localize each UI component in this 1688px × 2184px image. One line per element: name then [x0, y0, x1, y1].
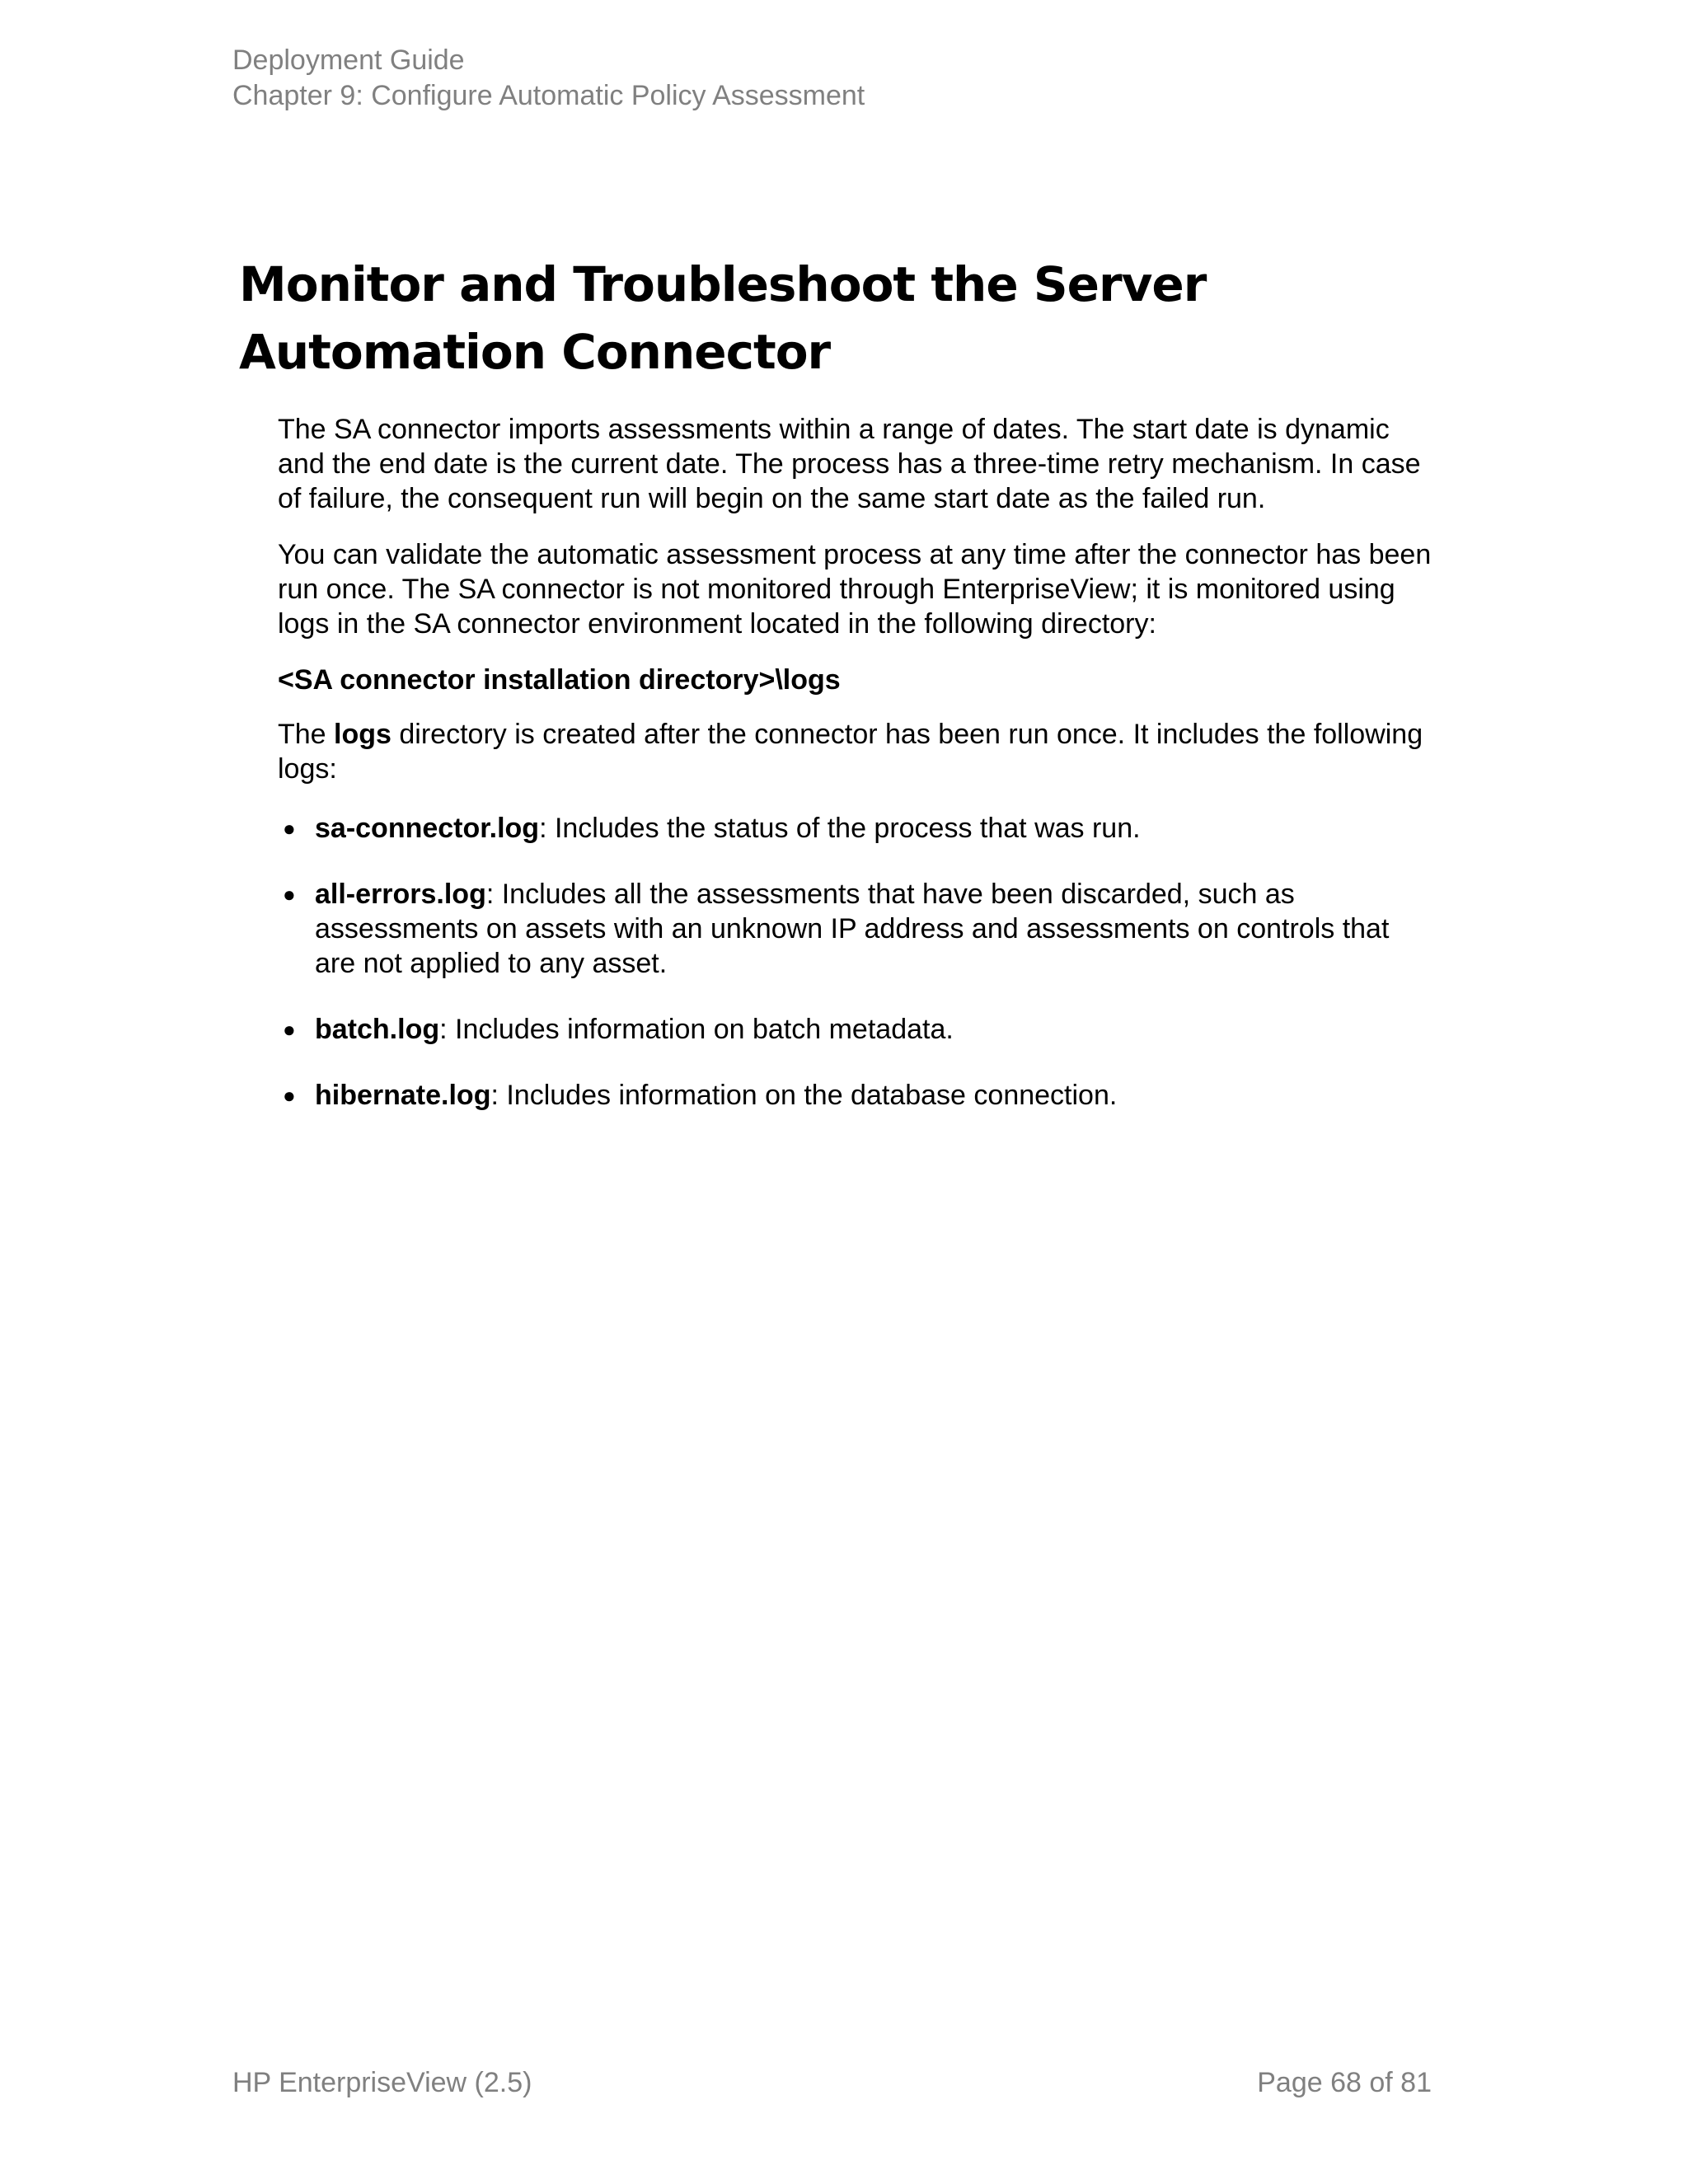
logs-term: logs: [334, 719, 392, 750]
chapter-name: Chapter 9: Configure Automatic Policy Assessment: [232, 80, 865, 111]
intro-paragraph: The SA connector imports assessments within a range of dates. The start date is dynamic and the end date is the current date. The process has a three-time retry mechanism. In case of failure, the consequent run will begin on the same start date as the failed run.: [278, 414, 1421, 514]
bullet-icon: ●: [283, 1083, 296, 1108]
logs-paragraph-prefix: The: [278, 719, 335, 750]
log-name: sa-connector.log: [315, 813, 540, 844]
list-item: [278, 1012, 1432, 1047]
product-version: HP EnterpriseView (2.5): [232, 2067, 532, 2098]
main-content: [278, 412, 1432, 1144]
validation-paragraph: You can validate the automatic assessment process at any time after the connector has been run once. The SA connector is not monitored through EnterpriseView; it is monitored using logs in the SA connector environment located in the following directory:: [278, 539, 1432, 640]
logs-paragraph-suffix: directory is created after the connector has been run once. It includes the following logs:: [278, 719, 1423, 785]
bullet-icon: ●: [283, 1017, 296, 1042]
bullet-icon: ●: [283, 882, 296, 907]
log-description: : Includes the status of the process that was run.: [539, 813, 1141, 844]
guide-name: Deployment Guide: [232, 45, 465, 76]
log-list: [278, 811, 1432, 1113]
list-item: [278, 1078, 1432, 1113]
bullet-icon: ●: [283, 816, 296, 841]
log-description: : Includes information on batch metadata.: [439, 1014, 954, 1045]
running-header: [232, 43, 865, 114]
log-name: batch.log: [315, 1014, 440, 1045]
log-name: hibernate.log: [315, 1080, 491, 1111]
log-description: : Includes information on the database connection.: [490, 1080, 1118, 1111]
log-description: : Includes all the assessments that have been discarded, such as assessments on assets with an unknown IP address and assessments on controls that are not applied to any asset.: [315, 879, 1390, 979]
list-item: [278, 811, 1432, 846]
page-number: Page 68 of 81: [1257, 2067, 1432, 2098]
page-title: Monitor and Troubleshoot the Server Automation Connector: [239, 256, 1207, 380]
logs-paragraph: [278, 717, 1432, 786]
list-item: [278, 877, 1432, 981]
logs-directory-path: <SA connector installation directory>\logs: [278, 664, 841, 696]
log-name: all-errors.log: [315, 879, 486, 910]
running-footer: [232, 2065, 1432, 2100]
